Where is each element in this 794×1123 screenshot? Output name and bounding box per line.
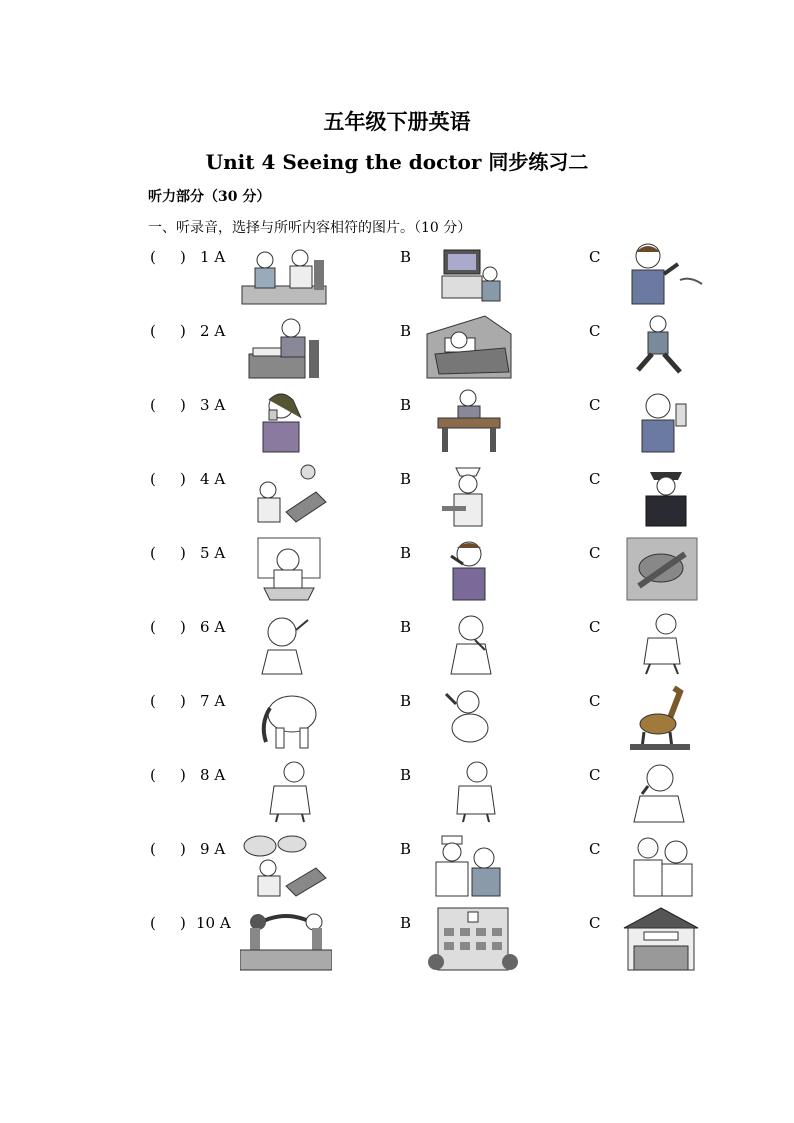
boy-watching-tv-icon[interactable] <box>438 240 504 306</box>
option-label-c: C <box>589 470 601 488</box>
dentist-icon[interactable] <box>246 462 330 528</box>
man-stomachache-icon[interactable] <box>445 758 503 824</box>
monkey-icon[interactable] <box>442 684 500 750</box>
boy-in-bed-icon[interactable] <box>425 314 513 380</box>
elephant-icon[interactable] <box>256 684 320 750</box>
question-row-5 <box>0 544 794 618</box>
option-label-c: C <box>589 766 601 784</box>
dentist-candy-icon[interactable] <box>240 832 334 898</box>
doctor-patient-icon[interactable] <box>240 240 328 306</box>
listening-section-heading: 听力部分（30 分） <box>148 189 271 205</box>
question-number: 4 <box>200 470 210 488</box>
question-row-9 <box>0 840 794 914</box>
question-row-7 <box>0 692 794 766</box>
girl-drinking-icon[interactable] <box>255 388 315 454</box>
man-coughing-icon[interactable] <box>445 610 501 676</box>
question-row-4 <box>0 470 794 544</box>
option-label-a: A <box>214 322 226 340</box>
question-number: 1 <box>200 248 210 266</box>
man-washing-face-icon[interactable] <box>256 536 322 602</box>
doctor-checking-eyes-icon[interactable] <box>628 832 694 898</box>
question-number: 7 <box>200 692 210 710</box>
answer-blank-6[interactable]: ( ) <box>150 618 186 636</box>
option-label-a: A <box>214 470 226 488</box>
option-label-b: B <box>400 692 412 710</box>
option-label-a: A <box>214 544 226 562</box>
part1-instructions: 一、听录音，选择与所听内容相符的图片。（10 分） <box>148 220 472 236</box>
option-label-b: B <box>400 544 412 562</box>
policeman-icon[interactable] <box>638 462 694 528</box>
option-label-a: A <box>214 396 226 414</box>
option-label-b: B <box>400 766 412 784</box>
boy-writing-desk-icon[interactable] <box>247 314 321 380</box>
boy-waving-icon[interactable] <box>618 240 704 306</box>
option-label-c: C <box>589 248 601 266</box>
doctor-checking-ear-icon[interactable] <box>430 832 506 898</box>
option-label-a: A <box>219 914 231 932</box>
question-row-6 <box>0 618 794 692</box>
answer-blank-4[interactable]: ( ) <box>150 470 186 488</box>
zoo-icon[interactable] <box>240 906 332 972</box>
option-label-a: A <box>214 248 226 266</box>
answer-blank-2[interactable]: ( ) <box>150 322 186 340</box>
question-number: 5 <box>200 544 210 562</box>
option-label-c: C <box>589 840 601 858</box>
answer-blank-5[interactable]: ( ) <box>150 544 186 562</box>
boy-holding-bottle-icon[interactable] <box>632 388 694 454</box>
question-row-1 <box>0 248 794 322</box>
question-number: 9 <box>200 840 210 858</box>
man-stomachache-icon[interactable] <box>628 610 690 676</box>
question-row-10 <box>0 914 794 988</box>
option-label-c: C <box>589 544 601 562</box>
washing-dishes-icon[interactable] <box>625 536 699 602</box>
option-label-c: C <box>589 692 601 710</box>
question-number: 8 <box>200 766 210 784</box>
question-number: 6 <box>200 618 210 636</box>
giraffe-icon[interactable] <box>630 684 690 750</box>
worksheet-subtitle: Unit 4 Seeing the doctor 同步练习二 <box>205 150 589 174</box>
question-number: 2 <box>200 322 210 340</box>
option-label-b: B <box>400 470 412 488</box>
man-toothache-icon[interactable] <box>628 758 690 824</box>
question-row-8 <box>0 766 794 840</box>
answer-blank-7[interactable]: ( ) <box>150 692 186 710</box>
man-backache-icon[interactable] <box>256 758 320 824</box>
option-label-a: A <box>214 840 226 858</box>
answer-blank-10[interactable]: ( ) <box>150 914 186 932</box>
option-label-c: C <box>589 618 601 636</box>
question-row-2 <box>0 322 794 396</box>
option-label-b: B <box>400 396 412 414</box>
option-label-c: C <box>589 322 601 340</box>
hospital-icon[interactable] <box>428 906 518 972</box>
question-row-3 <box>0 396 794 470</box>
boy-brushing-teeth-icon[interactable] <box>443 536 497 602</box>
boy-running-icon[interactable] <box>630 314 690 380</box>
option-label-a: A <box>214 692 226 710</box>
answer-blank-1[interactable]: ( ) <box>150 248 186 266</box>
worksheet-title: 五年级下册英语 <box>323 109 471 134</box>
option-label-a: A <box>214 618 226 636</box>
nurse-icon[interactable] <box>440 462 496 528</box>
option-label-b: B <box>400 914 412 932</box>
option-label-c: C <box>589 914 601 932</box>
option-label-b: B <box>400 840 412 858</box>
answer-blank-3[interactable]: ( ) <box>150 396 186 414</box>
option-label-b: B <box>400 248 412 266</box>
option-label-b: B <box>400 618 412 636</box>
option-label-a: A <box>214 766 226 784</box>
man-headache-icon[interactable] <box>252 610 320 676</box>
question-number: 10 <box>196 914 216 932</box>
option-label-c: C <box>589 396 601 414</box>
question-number: 3 <box>200 396 210 414</box>
option-label-b: B <box>400 322 412 340</box>
answer-blank-9[interactable]: ( ) <box>150 840 186 858</box>
shop-icon[interactable] <box>622 906 700 972</box>
man-at-desk-icon[interactable] <box>434 388 504 454</box>
answer-blank-8[interactable]: ( ) <box>150 766 186 784</box>
